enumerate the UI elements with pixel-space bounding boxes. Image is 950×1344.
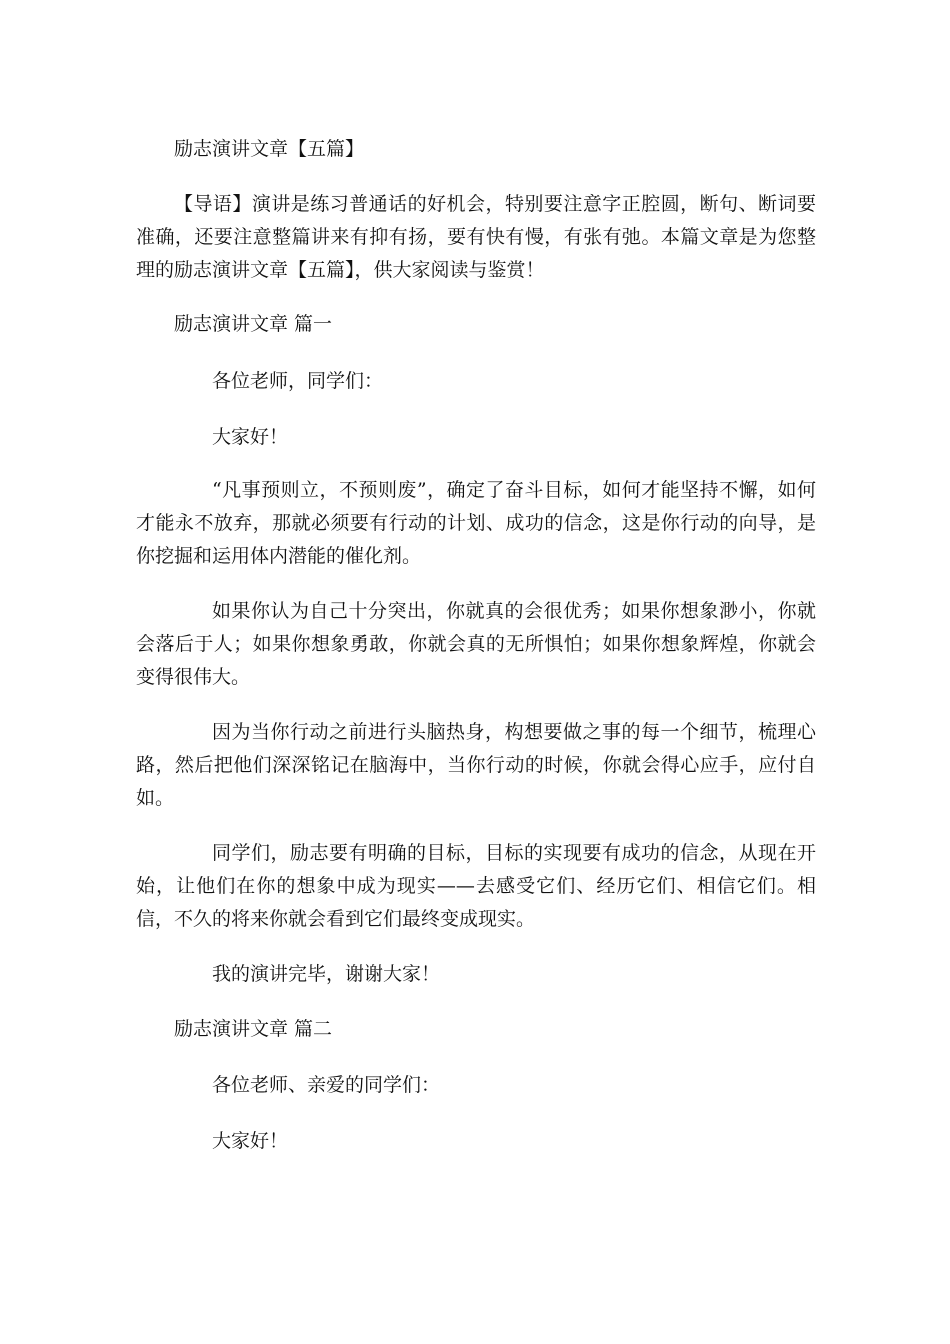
intro-paragraph: 【导语】演讲是练习普通话的好机会，特别要注意字正腔圆，断句、断词要准确，还要注意整篇讲来有抑有扬，要有快有慢，有张有弛。本篇文章是为您整理的励志演讲文章【五篇】，供大家阅读与鉴赏！ (136, 193, 816, 281)
body-paragraph-2: 如果你认为自己十分突出，你就真的会很优秀；如果你想象渺小，你就会落后于人；如果你想象勇敢，你就会真的无所惧怕；如果你想象辉煌，你就会变得很伟大。 (136, 600, 816, 688)
greeting-2: 大家好！ (212, 1130, 289, 1152)
document-title: 励志演讲文章【五篇】 (174, 138, 365, 160)
salutation-1: 各位老师，同学们： (212, 370, 384, 392)
body-paragraph-4: 同学们，励志要有明确的目标，目标的实现要有成功的信念，从现在开始，让他们在你的想象中成为现实——去感受它们、经历它们、相信它们。相信，不久的将来你就会看到它们最终变成现实。 (136, 842, 816, 930)
section-heading-1: 励志演讲文章 篇一 (174, 313, 333, 335)
section-heading-2: 励志演讲文章 篇二 (174, 1018, 333, 1040)
closing-1: 我的演讲完毕，谢谢大家！ (212, 963, 441, 985)
body-paragraph-1: “凡事预则立，不预则废”，确定了奋斗目标，如何才能坚持不懈，如何才能永不放弃，那就必须要有行动的计划、成功的信念，这是你行动的向导，是你挖掘和运用体内潜能的催化剂。 (136, 479, 816, 567)
greeting-1: 大家好！ (212, 426, 289, 448)
body-paragraph-3: 因为当你行动之前进行头脑热身，构想要做之事的每一个细节，梳理心路，然后把他们深深铭记在脑海中，当你行动的时候，你就会得心应手，应付自如。 (136, 721, 816, 809)
salutation-2: 各位老师、亲爱的同学们： (212, 1074, 441, 1096)
